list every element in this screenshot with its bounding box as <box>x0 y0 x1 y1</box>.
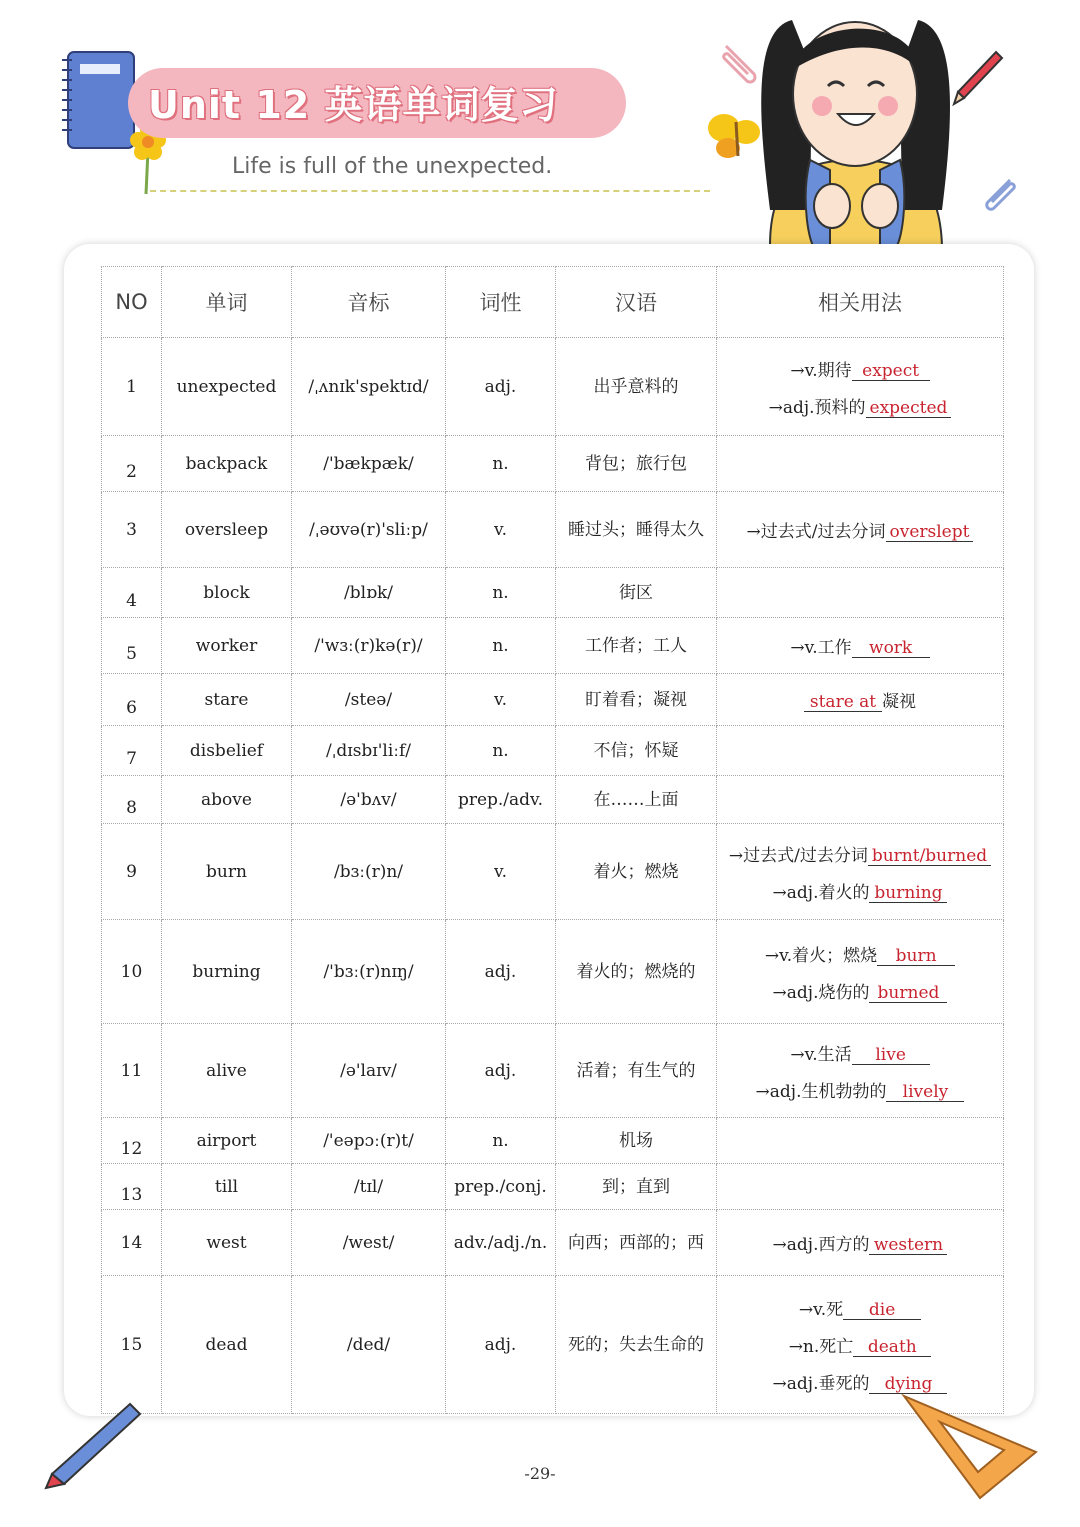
part-of-speech: adj. <box>446 1024 556 1118</box>
chinese-meaning: 活着；有生气的 <box>556 1024 717 1118</box>
chinese-meaning: 不信；怀疑 <box>556 726 717 776</box>
triangle-ruler-icon <box>900 1392 1040 1502</box>
table-row <box>102 1210 1004 1276</box>
part-of-speech: n. <box>446 1118 556 1164</box>
related-usage <box>717 568 1004 618</box>
row-number <box>102 726 162 776</box>
page-subtitle: Life is full of the unexpected. <box>232 154 553 179</box>
row-number-text: 1 <box>126 376 137 397</box>
vocab-table <box>101 266 1004 1414</box>
chinese-meaning: 向西；西部的；西 <box>556 1210 717 1276</box>
row-number <box>102 492 162 568</box>
usage-line <box>721 517 999 542</box>
chinese-meaning: 着火的；燃烧的 <box>556 920 717 1024</box>
row-number-text: 6 <box>126 697 137 718</box>
chinese-meaning: 背包；旅行包 <box>556 436 717 492</box>
table-row <box>102 776 1004 824</box>
table-row <box>102 618 1004 674</box>
part-of-speech: adj. <box>446 920 556 1024</box>
phonetic: /ə'bʌv/ <box>292 776 446 824</box>
chinese-meaning: 到；直到 <box>556 1164 717 1210</box>
usage-answer: death <box>853 1338 931 1357</box>
related-usage <box>717 1164 1004 1210</box>
related-usage <box>717 920 1004 1024</box>
usage-answer: stare at <box>804 693 882 712</box>
row-number <box>102 338 162 436</box>
row-number-text: 15 <box>120 1334 143 1355</box>
related-usage <box>717 492 1004 568</box>
header-chinese: 汉语 <box>556 267 717 338</box>
table-row <box>102 920 1004 1024</box>
phonetic: /ˌdɪsbɪ'liːf/ <box>292 726 446 776</box>
table-row <box>102 1024 1004 1118</box>
related-usage <box>717 436 1004 492</box>
table-row <box>102 674 1004 726</box>
vocab-word: worker <box>162 618 292 674</box>
related-usage <box>717 1210 1004 1276</box>
related-usage <box>717 824 1004 920</box>
row-number-text: 13 <box>120 1184 143 1205</box>
vocab-word: till <box>162 1164 292 1210</box>
usage-answer: burning <box>869 884 947 903</box>
phonetic: /ˌʌnɪk'spektɪd/ <box>292 338 446 436</box>
usage-prefix: →adj.烧伤的 <box>772 982 870 1003</box>
chinese-meaning: 工作者；工人 <box>556 618 717 674</box>
usage-answer: burn <box>877 947 955 966</box>
usage-line <box>721 1077 999 1102</box>
usage-answer: dying <box>869 1375 947 1394</box>
usage-line <box>721 1230 999 1255</box>
related-usage <box>717 1118 1004 1164</box>
row-number-text: 9 <box>126 861 137 882</box>
header-phonetic: 音标 <box>292 267 446 338</box>
usage-line <box>721 978 999 1003</box>
vocab-word: above <box>162 776 292 824</box>
vocab-word: airport <box>162 1118 292 1164</box>
usage-line <box>721 841 999 866</box>
usage-line <box>721 1040 999 1065</box>
phonetic: /'bækpæk/ <box>292 436 446 492</box>
vocab-word: block <box>162 568 292 618</box>
related-usage <box>717 1024 1004 1118</box>
usage-prefix: →过去式/过去分词 <box>728 845 868 866</box>
chinese-meaning: 街区 <box>556 568 717 618</box>
part-of-speech: n. <box>446 618 556 674</box>
dashed-divider <box>150 190 710 192</box>
vocab-word: unexpected <box>162 338 292 436</box>
usage-line <box>721 687 999 712</box>
related-usage <box>717 618 1004 674</box>
table-row <box>102 568 1004 618</box>
row-number-text: 2 <box>126 461 137 482</box>
usage-line <box>721 1332 999 1357</box>
usage-prefix: →v.死 <box>798 1300 844 1320</box>
row-number <box>102 1164 162 1210</box>
related-usage <box>717 726 1004 776</box>
related-usage <box>717 338 1004 436</box>
row-number <box>102 776 162 824</box>
part-of-speech: adj. <box>446 1276 556 1414</box>
phonetic: /steə/ <box>292 674 446 726</box>
pencil-icon <box>950 48 1006 108</box>
usage-answer: expected <box>866 399 952 418</box>
row-number <box>102 824 162 920</box>
row-number <box>102 1024 162 1118</box>
table-row <box>102 1276 1004 1414</box>
usage-prefix: →n.死亡 <box>788 1337 854 1357</box>
part-of-speech: v. <box>446 492 556 568</box>
usage-line <box>721 941 999 966</box>
usage-prefix: →v.工作 <box>790 638 852 658</box>
table-row <box>102 436 1004 492</box>
phonetic: /tɪl/ <box>292 1164 446 1210</box>
table-row <box>102 1164 1004 1210</box>
table-row <box>102 1118 1004 1164</box>
phonetic: /bɜː(r)n/ <box>292 824 446 920</box>
usage-line <box>721 633 999 658</box>
usage-prefix: →adj.生机勃勃的 <box>755 1081 887 1102</box>
row-number-text: 14 <box>120 1232 143 1253</box>
chinese-meaning: 睡过头；睡得太久 <box>556 492 717 568</box>
vocab-word: disbelief <box>162 726 292 776</box>
row-number <box>102 568 162 618</box>
usage-suffix: 凝视 <box>882 692 916 712</box>
row-number-text: 7 <box>126 748 137 769</box>
row-number <box>102 1210 162 1276</box>
usage-prefix: →adj.西方的 <box>772 1235 870 1255</box>
usage-prefix: →adj.预料的 <box>768 397 866 418</box>
part-of-speech: adj. <box>446 338 556 436</box>
chinese-meaning: 在……上面 <box>556 776 717 824</box>
usage-prefix: →v.期待 <box>790 360 852 381</box>
usage-answer: live <box>852 1046 930 1065</box>
vocab-word: burning <box>162 920 292 1024</box>
phonetic: /west/ <box>292 1210 446 1276</box>
table-row <box>102 726 1004 776</box>
usage-answer: die <box>843 1301 921 1320</box>
usage-prefix: →adj.垂死的 <box>772 1374 870 1394</box>
phonetic: /'eəpɔː(r)t/ <box>292 1118 446 1164</box>
usage-line <box>721 878 999 903</box>
phonetic: /ded/ <box>292 1276 446 1414</box>
row-number <box>102 618 162 674</box>
part-of-speech: n. <box>446 726 556 776</box>
chinese-meaning: 机场 <box>556 1118 717 1164</box>
header-word: 单词 <box>162 267 292 338</box>
row-number-text: 4 <box>126 590 137 611</box>
usage-answer: overslept <box>886 523 974 542</box>
paperclip-icon <box>982 176 1018 212</box>
row-number-text: 10 <box>120 961 143 982</box>
usage-line <box>721 356 999 381</box>
phonetic: /blɒk/ <box>292 568 446 618</box>
part-of-speech: prep./conj. <box>446 1164 556 1210</box>
part-of-speech: v. <box>446 824 556 920</box>
vocab-word: oversleep <box>162 492 292 568</box>
usage-answer: work <box>852 639 930 658</box>
usage-answer: burned <box>869 984 947 1003</box>
vocab-word: burn <box>162 824 292 920</box>
header-no: NO <box>102 267 162 338</box>
part-of-speech: v. <box>446 674 556 726</box>
part-of-speech: adv./adj./n. <box>446 1210 556 1276</box>
vocab-word: alive <box>162 1024 292 1118</box>
usage-prefix: →过去式/过去分词 <box>746 522 886 542</box>
usage-line <box>721 393 999 418</box>
row-number <box>102 1276 162 1414</box>
vocab-word: west <box>162 1210 292 1276</box>
phonetic: /'bɜː(r)nɪŋ/ <box>292 920 446 1024</box>
page-number: -29- <box>524 1464 556 1483</box>
usage-prefix: →adj.着火的 <box>772 882 870 903</box>
usage-answer: western <box>869 1236 947 1255</box>
chinese-meaning: 出乎意料的 <box>556 338 717 436</box>
part-of-speech: prep./adv. <box>446 776 556 824</box>
related-usage <box>717 776 1004 824</box>
table-row <box>102 338 1004 436</box>
row-number <box>102 436 162 492</box>
phonetic: /'wɜː(r)kə(r)/ <box>292 618 446 674</box>
related-usage <box>717 674 1004 726</box>
part-of-speech: n. <box>446 568 556 618</box>
phonetic: /ˌəʊvə(r)'sliːp/ <box>292 492 446 568</box>
row-number <box>102 674 162 726</box>
chinese-meaning: 着火；燃烧 <box>556 824 717 920</box>
usage-answer: burnt/burned <box>868 847 991 866</box>
page-title: Unit 12 英语单词复习 <box>148 83 559 127</box>
usage-prefix: →v.生活 <box>790 1044 852 1065</box>
part-of-speech: n. <box>446 436 556 492</box>
row-number-text: 5 <box>126 643 137 664</box>
usage-answer: lively <box>886 1083 964 1102</box>
usage-answer: expect <box>852 362 930 381</box>
chinese-meaning: 死的；失去生命的 <box>556 1276 717 1414</box>
row-number-text: 12 <box>120 1138 143 1159</box>
girl-illustration <box>730 10 980 246</box>
vocab-word: dead <box>162 1276 292 1414</box>
row-number-text: 8 <box>126 797 137 818</box>
chinese-meaning: 盯着看；凝视 <box>556 674 717 726</box>
row-number <box>102 920 162 1024</box>
table-row <box>102 824 1004 920</box>
usage-prefix: →v.着火；燃烧 <box>764 945 878 966</box>
row-number <box>102 1118 162 1164</box>
usage-line <box>721 1295 999 1320</box>
table-row <box>102 492 1004 568</box>
row-number-text: 11 <box>120 1060 143 1081</box>
vocab-word: stare <box>162 674 292 726</box>
header-usage: 相关用法 <box>717 267 1004 338</box>
usage-line <box>721 1369 999 1394</box>
row-number-text: 3 <box>126 519 137 540</box>
vocab-word: backpack <box>162 436 292 492</box>
header-pos: 词性 <box>446 267 556 338</box>
phonetic: /ə'laɪv/ <box>292 1024 446 1118</box>
table-header-row <box>102 267 1004 338</box>
